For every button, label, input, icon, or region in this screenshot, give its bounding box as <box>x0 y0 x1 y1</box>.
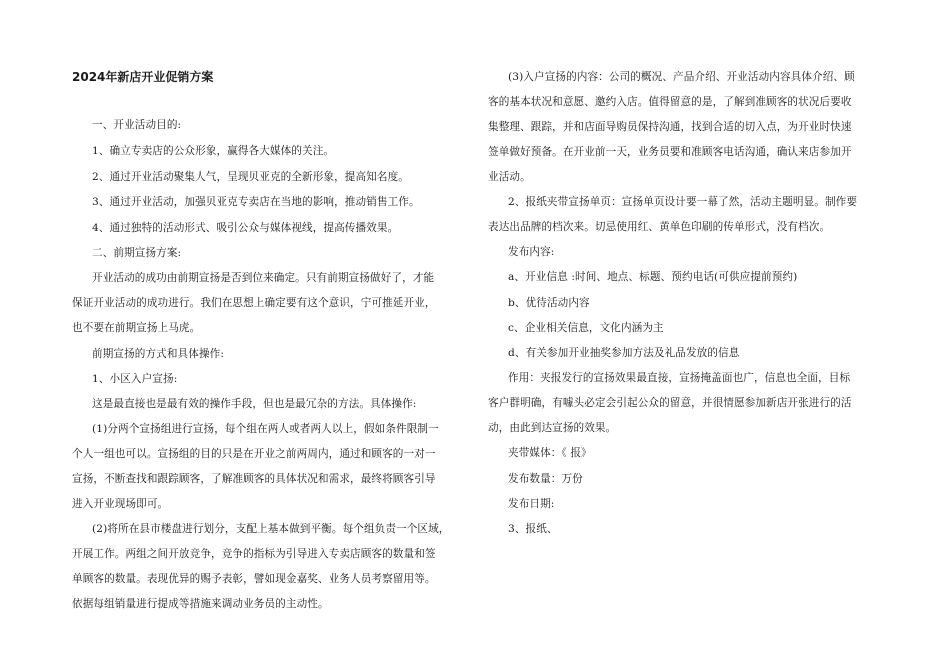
text-line: 宣扬，不断查找和跟踪顾客，了解准顾客的具体状况和需求，最终将顾客引导 <box>72 473 436 485</box>
text-line: 个人一组也可以。宣扬组的目的只是在开业之前两周内，通过和顾客的一对一 <box>72 448 436 460</box>
text-line: 表达出品牌的档次来。切忌使用红、黄单色印刷的传单形式，没有档次。 <box>488 221 831 233</box>
text-line: 依据每组销量进行提成等措施来调动业务员的主动性。 <box>72 598 329 610</box>
text-line: 客的基本状况和意愿、邀约入店。值得留意的是，了解到准顾客的状况后要收 <box>488 96 852 108</box>
text-line: 开业活动的成功由前期宣扬是否到位来确定。只有前期宣扬做好了，才能 <box>92 272 435 284</box>
text-line: 2、报纸夹带宣扬单页：宣扬单页设计要一幕了然，活动主题明显。制作要 <box>508 196 858 208</box>
text-line: 开展工作。两组之间开放竞争，竞争的指标为引导进入专卖店顾客的数量和签 <box>72 548 436 560</box>
text-line: d、有关参加开业抽奖参加方法及礼品发放的信息 <box>508 347 740 359</box>
text-line: 3、报纸、 <box>508 523 558 535</box>
text-line: 集整理、跟踪，并和店面导购员保持沟通，找到合适的切入点，为开业时快速 <box>488 121 852 133</box>
text-line: 1、小区入户宣扬: <box>92 373 178 385</box>
text-line: 发布数量：万份 <box>508 473 583 485</box>
text-line: 单顾客的数量。表现优异的赐予表彰，譬如现金嘉奖、业务人员考察留用等。 <box>72 573 436 585</box>
document-title: 2024年新店开业促销方案 <box>72 70 214 84</box>
text-line: 客户群明确，有噱头必定会引起公众的留意，并很情愿参加新店开张进行的活 <box>488 397 852 409</box>
text-line: 发布内容: <box>508 246 555 258</box>
text-line: 进入开业现场即可。 <box>72 498 169 510</box>
text-line: 也不要在前期宣扬上马虎。 <box>72 322 201 334</box>
text-line: b、优待活动内容 <box>508 297 590 309</box>
text-line: 发布日期: <box>508 498 555 510</box>
text-line: 业活动。 <box>488 171 531 183</box>
text-line: a、开业信息 :时间、地点、标题、预约电话(可供应提前预约) <box>508 271 798 283</box>
text-line: 前期宣扬的方式和具体操作: <box>92 348 224 360</box>
text-line: 一、开业活动目的: <box>92 119 182 131</box>
text-line: 作用：夹报发行的宣扬效果最直接，宣扬掩盖面也广，信息也全面，目标 <box>508 372 851 384</box>
text-line: (2)将所在县市楼盘进行划分，支配上基本做到平衡。每个组负责一个区域， <box>92 523 450 535</box>
text-line: 3、通过开业活动，加强贝亚克专卖店在当地的影响，推动销售工作。 <box>92 196 420 208</box>
text-line: 1、确立专卖店的公众形象，赢得各大媒体的关注。 <box>92 145 335 157</box>
text-line: 二、前期宣扬方案: <box>92 247 182 259</box>
text-line: 2、通过开业活动聚集人气，呈现贝亚克的全新形象，提高知名度。 <box>92 171 409 183</box>
text-line: 保证开业活动的成功进行。我们在思想上确定要有这个意识，宁可推延开业， <box>72 297 436 309</box>
text-line: 动，由此到达宣扬的效果。 <box>488 422 617 434</box>
text-line: (1)分两个宣扬组进行宣扬，每个组在两人或者两人以上，假如条件限制一 <box>92 423 439 435</box>
text-line: 这是最直接也是最有效的操作手段，但也是最冗杂的方法。具体操作: <box>92 398 417 410</box>
text-line: (3)入户宣扬的内容：公司的概况、产品介绍、开业活动内容具体介绍、顾 <box>508 71 855 83</box>
text-line: 4、通过独特的活动形式、吸引公众与媒体视线，提高传播效果。 <box>92 222 399 234</box>
text-line: 签单做好预备。在开业前一天，业务员要和准顾客电话沟通，确认来店参加开 <box>488 146 852 158</box>
text-line: 夹带媒体：《 报》 <box>508 447 592 459</box>
text-line: c、企业相关信息，文化内涵为主 <box>508 322 664 334</box>
